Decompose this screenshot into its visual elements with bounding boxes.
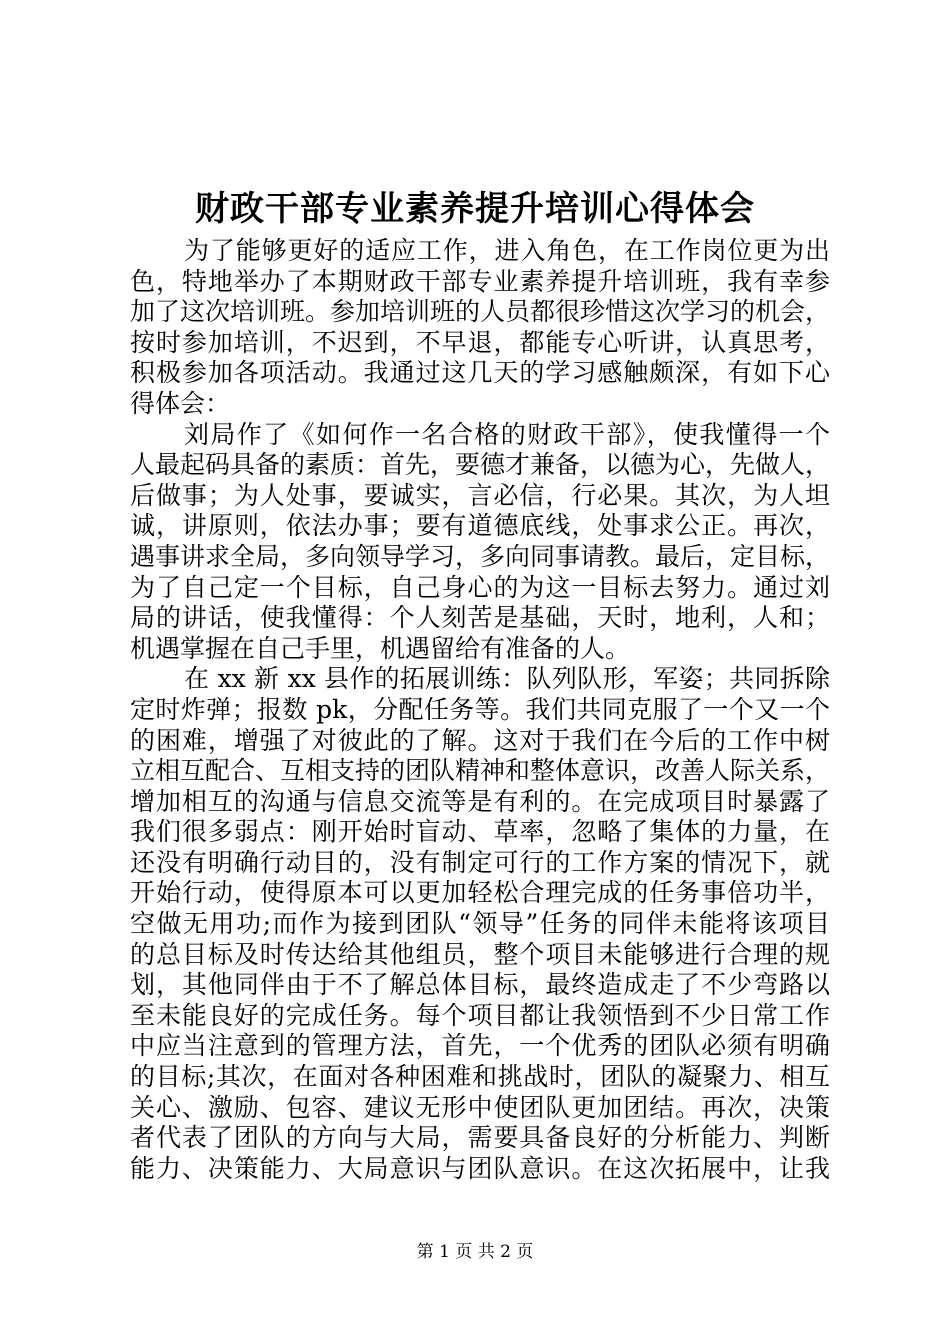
- text-line: 后做事；为人处事，要诚实，言必信，行必果。其次，为人坦: [130, 480, 830, 510]
- text-line: 加了这次培训班。参加培训班的人员都很珍惜这次学习的机会，: [130, 297, 831, 327]
- text-line: 还没有明确行动目的，没有制定可行的工作方案的情况下，就: [130, 847, 830, 877]
- text-line: 至未能良好的完成任务。每个项目都让我领悟到不少日常工作: [130, 1000, 830, 1030]
- text-line: 刘局作了《如何作一名合格的财政干部》，使我懂得一个: [184, 419, 830, 449]
- text-line: 得体会：: [130, 388, 231, 418]
- text-line: 局的讲话，使我懂得：个人刻苦是基础，天时，地利，人和；: [130, 603, 830, 633]
- paragraph-2: [130, 420, 830, 665]
- text-line: 为了自己定一个目标，自己身心的为这一目标去努力。通过刘: [130, 572, 830, 602]
- text-line: 的总目标及时传达给其他组员，整个项目未能够进行合理的规: [130, 939, 830, 969]
- text-line: 定时炸弹；报数 pk，分配任务等。我们共同克服了一个又一个: [130, 694, 830, 724]
- text-line: 的目标;其次，在面对各种困难和挑战时，团队的凝聚力、相互: [130, 1062, 830, 1092]
- text-line: 为了能够更好的适应工作，进入角色，在工作岗位更为出: [184, 236, 830, 265]
- text-line: 关心、激励、包容、建议无形中使团队更加团结。再次，决策: [130, 1092, 830, 1122]
- text-line: 在 xx 新 xx 县作的拓展训练：队列队形，军姿；共同拆除: [184, 664, 830, 694]
- text-line: 中应当注意到的管理方法，首先，一个优秀的团队必须有明确: [130, 1031, 830, 1061]
- text-line: 我们很多弱点：刚开始时盲动、草率，忽略了集体的力量，在: [130, 817, 830, 847]
- text-line: 人最起码具备的素质：首先，要德才兼备，以德为心，先做人，: [130, 450, 831, 480]
- paragraph-1: [130, 236, 830, 420]
- text-line: 者代表了团队的方向与大局，需要具备良好的分析能力、判断: [130, 1123, 830, 1153]
- text-line: 开始行动，使得原本可以更加轻松合理完成的任务事倍功半，: [130, 878, 830, 908]
- text-line: 空做无用功;而作为接到团队“领导”任务的同伴未能将该项目: [130, 909, 830, 939]
- text-line: 划，其他同伴由于不了解总体目标，最终造成走了不少弯路以: [130, 970, 830, 1000]
- text-line: 增加相互的沟通与信息交流等是有利的。在完成项目时暴露了: [130, 786, 830, 816]
- text-line: 按时参加培训，不迟到，不早退，都能专心听讲，认真思考，: [130, 327, 830, 357]
- text-line: 立相互配合、互相支持的团队精神和整体意识，改善人际关系，: [130, 756, 831, 786]
- text-line: 能力、决策能力、大局意识与团队意识。在这次拓展中，让我: [130, 1153, 830, 1183]
- text-line: 机遇掌握在自己手里，机遇留给有准备的人。: [130, 633, 631, 663]
- document-title: 财政干部专业素养提升培训心得体会: [195, 189, 755, 229]
- paragraph-3: [130, 664, 830, 1184]
- text-line: 的困难，增强了对彼此的了解。这对于我们在今后的工作中树: [130, 725, 830, 755]
- page-number-footer: 第 1 页 共 2 页: [416, 1242, 534, 1262]
- text-line: 遇事讲求全局，多向领导学习，多向同事请教。最后，定目标，: [130, 541, 831, 571]
- text-line: 诚，讲原则，依法办事；要有道德底线，处事求公正。再次，: [130, 511, 830, 541]
- document-body: [130, 236, 830, 1184]
- text-line: 色，特地举办了本期财政干部专业素养提升培训班，我有幸参: [130, 266, 830, 296]
- text-line: 积极参加各项活动。我通过这几天的学习感触颇深，有如下心: [130, 358, 830, 388]
